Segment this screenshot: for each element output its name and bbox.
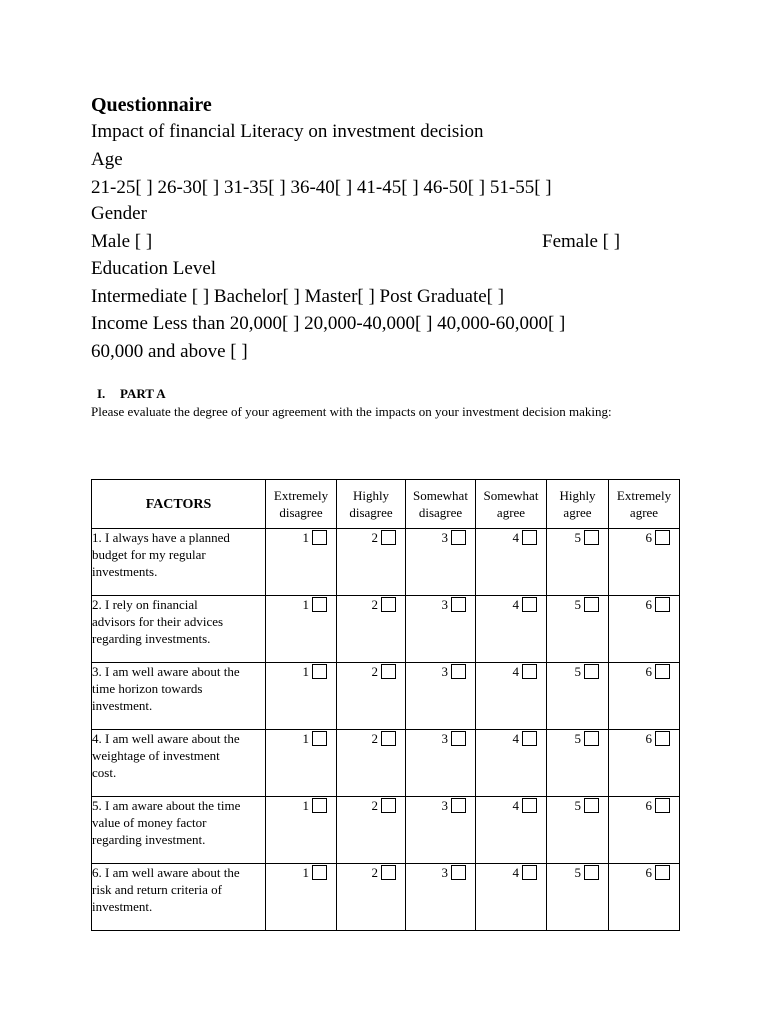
part-a-title: PART A <box>120 386 166 401</box>
rating-cell <box>476 663 547 730</box>
factor-statement <box>92 864 266 931</box>
scale-header-line1: Somewhat <box>483 488 539 503</box>
age-options: 21-25[ ] 26-30[ ] 31-35[ ] 36-40[ ] 41-45[ ] 46-50[ ] 51-55[ ] <box>91 177 552 198</box>
rating-cell <box>609 864 680 931</box>
rating-number: 3 <box>441 865 448 880</box>
rating-checkbox[interactable] <box>312 530 327 545</box>
rating-number: 6 <box>645 865 652 880</box>
rating-checkbox[interactable] <box>522 664 537 679</box>
rating-cell <box>609 596 680 663</box>
rating-number: 1 <box>302 664 309 679</box>
rating-number: 5 <box>574 530 581 545</box>
factor-statement-line: value of money factor <box>92 815 207 830</box>
scale-header-line1: Somewhat <box>413 488 468 503</box>
factor-statement-line: 3. I am well aware about the <box>92 664 240 679</box>
factor-statement-line: regarding investment. <box>92 832 206 847</box>
rating-cell <box>609 529 680 596</box>
rating-number: 5 <box>574 798 581 813</box>
rating-number: 6 <box>645 597 652 612</box>
rating-number: 5 <box>574 731 581 746</box>
factor-statement-line: time horizon towards <box>92 681 203 696</box>
rating-number: 6 <box>645 798 652 813</box>
factor-statement-line: weightage of investment <box>92 748 220 763</box>
rating-cell <box>547 730 609 797</box>
rating-cell <box>266 730 337 797</box>
factor-statement <box>92 730 266 797</box>
rating-cell <box>476 797 547 864</box>
rating-checkbox[interactable] <box>655 731 670 746</box>
rating-number: 4 <box>512 731 519 746</box>
factor-statement <box>92 596 266 663</box>
factor-statement-line: investment. <box>92 698 153 713</box>
rating-cell <box>476 730 547 797</box>
rating-cell <box>266 797 337 864</box>
scale-header-2 <box>337 480 406 529</box>
rating-cell <box>406 730 476 797</box>
factor-statement-line: cost. <box>92 765 117 780</box>
rating-cell <box>547 797 609 864</box>
rating-checkbox[interactable] <box>381 731 396 746</box>
table-row <box>92 730 680 797</box>
table-row <box>92 864 680 931</box>
rating-checkbox[interactable] <box>451 865 466 880</box>
rating-checkbox[interactable] <box>451 597 466 612</box>
factors-header: FACTORS <box>92 480 266 529</box>
factor-statement-line: regarding investments. <box>92 631 211 646</box>
table-header-row <box>92 480 680 529</box>
rating-checkbox[interactable] <box>381 798 396 813</box>
rating-cell <box>547 529 609 596</box>
rating-cell <box>266 864 337 931</box>
rating-cell <box>266 596 337 663</box>
factor-statement-line: risk and return criteria of <box>92 882 222 897</box>
survey-subtitle: Impact of financial Literacy on investment decision <box>91 121 484 142</box>
rating-checkbox[interactable] <box>584 865 599 880</box>
scale-header-line2: disagree <box>279 505 323 520</box>
factor-statement-line: investments. <box>92 564 158 579</box>
income-options-line2: 60,000 and above [ ] <box>91 341 248 362</box>
factor-statement-line: budget for my regular <box>92 547 206 562</box>
rating-checkbox[interactable] <box>655 530 670 545</box>
rating-checkbox[interactable] <box>584 731 599 746</box>
rating-checkbox[interactable] <box>451 798 466 813</box>
rating-number: 3 <box>441 597 448 612</box>
factor-statement <box>92 663 266 730</box>
scale-header-3 <box>406 480 476 529</box>
rating-checkbox[interactable] <box>584 597 599 612</box>
rating-cell <box>609 663 680 730</box>
rating-checkbox[interactable] <box>381 865 396 880</box>
factor-statement-line: 1. I always have a planned <box>92 530 230 545</box>
part-a-number: I. <box>97 386 106 401</box>
rating-checkbox[interactable] <box>312 731 327 746</box>
rating-cell <box>266 663 337 730</box>
rating-number: 3 <box>441 530 448 545</box>
age-label: Age <box>91 149 123 170</box>
rating-checkbox[interactable] <box>655 597 670 612</box>
rating-number: 2 <box>371 664 378 679</box>
rating-checkbox[interactable] <box>312 865 327 880</box>
rating-number: 5 <box>574 664 581 679</box>
rating-cell <box>337 596 406 663</box>
table-row <box>92 663 680 730</box>
rating-checkbox[interactable] <box>522 798 537 813</box>
education-label: Education Level <box>91 258 217 279</box>
rating-cell <box>337 663 406 730</box>
rating-cell <box>476 864 547 931</box>
rating-number: 4 <box>512 597 519 612</box>
rating-number: 1 <box>302 530 309 545</box>
rating-number: 3 <box>441 731 448 746</box>
rating-number: 2 <box>371 865 378 880</box>
rating-number: 2 <box>371 731 378 746</box>
rating-number: 1 <box>302 798 309 813</box>
rating-cell <box>609 730 680 797</box>
rating-checkbox[interactable] <box>522 865 537 880</box>
rating-checkbox[interactable] <box>381 597 396 612</box>
rating-number: 3 <box>441 664 448 679</box>
rating-number: 5 <box>574 597 581 612</box>
rating-cell <box>406 663 476 730</box>
scale-header-line2: agree <box>496 505 526 520</box>
rating-checkbox[interactable] <box>522 530 537 545</box>
rating-checkbox[interactable] <box>522 731 537 746</box>
scale-header-line1: Highly <box>352 488 390 503</box>
scale-header-1 <box>266 480 337 529</box>
rating-number: 2 <box>371 798 378 813</box>
factor-statement <box>92 529 266 596</box>
rating-number: 2 <box>371 530 378 545</box>
rating-number: 4 <box>512 798 519 813</box>
gender-label: Gender <box>91 203 147 224</box>
rating-cell <box>547 864 609 931</box>
rating-checkbox[interactable] <box>312 597 327 612</box>
scale-header-line2: agree <box>563 505 592 520</box>
rating-number: 6 <box>645 530 652 545</box>
rating-cell <box>406 596 476 663</box>
rating-checkbox[interactable] <box>381 530 396 545</box>
factor-statement-line: 2. I rely on financial <box>92 597 198 612</box>
rating-table <box>91 479 680 931</box>
rating-cell <box>337 864 406 931</box>
rating-cell <box>547 663 609 730</box>
rating-checkbox[interactable] <box>312 664 327 679</box>
rating-cell <box>476 529 547 596</box>
rating-checkbox[interactable] <box>522 597 537 612</box>
rating-cell <box>266 529 337 596</box>
rating-number: 3 <box>441 798 448 813</box>
rating-checkbox[interactable] <box>451 530 466 545</box>
rating-number: 6 <box>645 664 652 679</box>
rating-number: 1 <box>302 731 309 746</box>
factor-statement-line: 5. I am aware about the time <box>92 798 241 813</box>
table-body <box>92 529 680 931</box>
scale-header-4 <box>476 480 547 529</box>
rating-number: 5 <box>574 865 581 880</box>
rating-checkbox[interactable] <box>312 798 327 813</box>
factor-statement-line: 6. I am well aware about the <box>92 865 240 880</box>
rating-checkbox[interactable] <box>584 664 599 679</box>
rating-cell <box>406 864 476 931</box>
rating-cell <box>337 730 406 797</box>
part-a-instruction: Please evaluate the degree of your agreement with the impacts on your investment decision making: <box>91 404 612 419</box>
rating-checkbox[interactable] <box>451 731 466 746</box>
rating-checkbox[interactable] <box>655 865 670 880</box>
gender-female-option: Female [ ] <box>542 231 621 252</box>
table-row <box>92 529 680 596</box>
education-options: Intermediate [ ] Bachelor[ ] Master[ ] Post Graduate[ ] <box>91 286 505 307</box>
scale-header-5 <box>547 480 609 529</box>
rating-checkbox[interactable] <box>655 664 670 679</box>
factor-statement-line: 4. I am well aware about the <box>92 731 240 746</box>
rating-number: 4 <box>512 664 519 679</box>
scale-header-6 <box>609 480 680 529</box>
rating-number: 4 <box>512 865 519 880</box>
page-title: Questionnaire <box>91 94 212 116</box>
rating-number: 2 <box>371 597 378 612</box>
scale-header-line2: disagree <box>349 505 393 520</box>
table-row <box>92 596 680 663</box>
part-a-heading <box>97 385 166 403</box>
rating-cell <box>337 797 406 864</box>
rating-checkbox[interactable] <box>655 798 670 813</box>
rating-cell <box>547 596 609 663</box>
rating-cell <box>406 797 476 864</box>
scale-header-line1: Extremely <box>273 488 329 503</box>
factor-statement-line: investment. <box>92 899 153 914</box>
rating-checkbox[interactable] <box>584 530 599 545</box>
income-options-line1: Income Less than 20,000[ ] 20,000-40,000[ ] 40,000-60,000[ ] <box>91 313 566 334</box>
rating-number: 6 <box>645 731 652 746</box>
rating-cell <box>406 529 476 596</box>
rating-checkbox[interactable] <box>584 798 599 813</box>
factor-statement <box>92 797 266 864</box>
gender-male-option: Male [ ] <box>91 231 153 252</box>
table-row <box>92 797 680 864</box>
scale-header-line2: agree <box>629 505 659 520</box>
rating-cell <box>337 529 406 596</box>
factor-statement-line: advisors for their advices <box>92 614 224 629</box>
scale-header-line1: Highly <box>559 488 596 503</box>
rating-number: 1 <box>302 865 309 880</box>
rating-cell <box>476 596 547 663</box>
rating-number: 4 <box>512 530 519 545</box>
rating-checkbox[interactable] <box>381 664 396 679</box>
rating-cell <box>609 797 680 864</box>
scale-header-line1: Extremely <box>616 488 672 503</box>
rating-checkbox[interactable] <box>451 664 466 679</box>
scale-header-line2: disagree <box>418 505 463 520</box>
rating-number: 1 <box>302 597 309 612</box>
